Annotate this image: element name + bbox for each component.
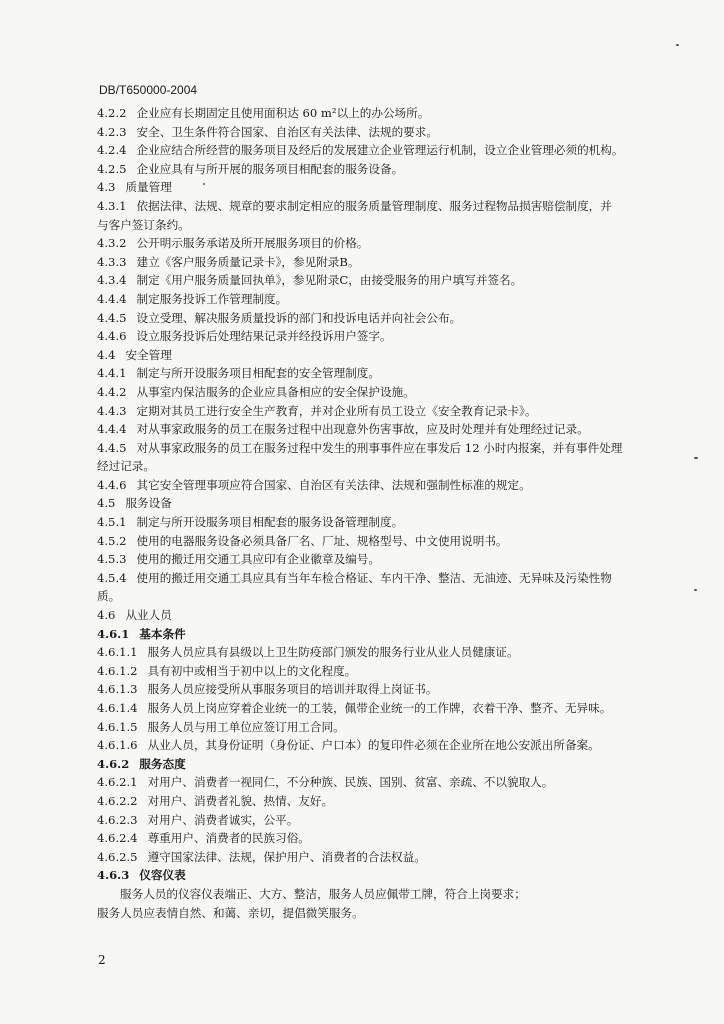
clause-text: 服务态度: [139, 756, 186, 771]
clause-line: [97, 327, 682, 346]
document-id: DB/T650000-2004: [99, 83, 198, 97]
scan-speck: [694, 457, 698, 459]
clause-line: [97, 346, 682, 365]
clause-number: 4.3.2: [97, 236, 127, 251]
clause-line: [97, 811, 682, 830]
clause-text: 安全、卫生条件符合国家、自治区有关法律、法规的要求。: [136, 124, 438, 139]
clause-line: [97, 569, 682, 588]
clause-continuation: [97, 216, 682, 235]
clause-line: [97, 829, 682, 848]
clause-text: 制定与所开设服务项目相配套的安全管理制度。: [136, 366, 380, 381]
clause-text: 其它安全管理事项应符合国家、自治区有关法律、法规和强制性标准的规定。: [136, 477, 531, 492]
clause-number: 4.6.3: [97, 868, 130, 883]
clause-line: [97, 736, 682, 755]
clause-text: 设立服务投诉后处理结果记录并经投诉用户签字。: [136, 329, 392, 344]
clause-text: 对用户、消费者礼貌、热情、友好。: [147, 793, 334, 808]
clause-text: 企业应具有与所开展的服务项目相配套的服务设备。: [136, 161, 404, 176]
clause-number: 4.2.3: [97, 124, 127, 139]
clause-number: 4.4.6: [97, 477, 127, 492]
clause-continuation: [97, 885, 682, 904]
clause-number: 4.6.1.3: [97, 682, 138, 697]
clause-line: [97, 792, 682, 811]
clause-line: [97, 402, 682, 421]
clause-line: [97, 773, 682, 792]
clause-number: 4.6.2.1: [97, 775, 138, 790]
clause-number: 4.3.4: [97, 273, 127, 288]
clause-text: 遵守国家法律、法规，保护用户、消费者的合法权益。: [147, 849, 426, 864]
clause-number: 4.4.5: [97, 310, 127, 325]
clause-text: 对从事家政服务的员工在服务过程中发生的刑事事件应在事发后 12 小时内报案，并有事件处理: [136, 440, 623, 455]
clause-text: 制定服务投诉工作管理制度。: [136, 291, 288, 306]
clause-line: [97, 625, 682, 644]
clause-line: [97, 699, 682, 718]
clause-text: 从业人员: [125, 608, 172, 623]
clause-text: 基本条件: [139, 626, 186, 641]
clause-line: [97, 755, 682, 774]
clause-text: 与客户签订条约。: [97, 217, 190, 232]
clause-text: 经过记录。: [97, 459, 155, 474]
scan-speck: [203, 183, 205, 185]
clause-text: 设立受理、解决服务质量投诉的部门和投诉电话并向社会公布。: [136, 310, 462, 325]
clause-text: 服务人员上岗应穿着企业统一的工装，佩带企业统一的工作牌，衣着干净、整齐、无异味。: [147, 701, 612, 715]
clause-line: [97, 718, 682, 737]
clause-line: [97, 271, 682, 290]
clause-number: 4.4.3: [97, 403, 127, 418]
clause-text: 企业应有长期固定且使用面积达 60 m²以上的办公场所。: [136, 106, 430, 120]
clause-number: 4.6.1: [97, 626, 130, 641]
clause-line: [97, 364, 682, 383]
clause-number: 4.6.1.1: [97, 645, 138, 660]
clause-line: [97, 476, 682, 495]
clause-line: [97, 680, 682, 699]
clause-text: 尊重用户、消费者的民族习俗。: [147, 831, 310, 846]
clause-text: 质。: [97, 589, 121, 604]
clause-text: 从事室内保洁服务的企业应具备相应的安全保护设施。: [136, 384, 415, 399]
clause-number: 4.5.2: [97, 533, 127, 548]
clause-continuation: [97, 587, 682, 606]
clause-text: 服务人员应表情自然、和蔼、亲切，提倡微笑服务。: [97, 905, 364, 920]
clause-text: 使用的电器服务设备必须具备厂名、厂址、规格型号、中文使用说明书。: [136, 533, 508, 548]
clause-text: 使用的搬迁用交通工具应印有企业徽章及编号。: [136, 552, 380, 567]
clause-text: 制定与所开设服务项目相配套的服务设备管理制度。: [136, 515, 404, 530]
clause-text: 对从事家政服务的员工在服务过程中出现意外伤害事故，应及时处理并有处理经过记录。: [136, 422, 589, 437]
clause-line: [97, 513, 682, 532]
clause-number: 4.6.1.4: [97, 701, 138, 715]
clause-number: 4.4.6: [97, 329, 127, 344]
clause-line: [97, 290, 682, 309]
clause-number: 4.3.3: [97, 254, 127, 269]
clause-number: 4.6.2: [97, 756, 130, 771]
clause-continuation: [97, 457, 682, 476]
clause-continuation: [97, 904, 682, 923]
clause-line: [97, 643, 682, 662]
clause-number: 4.5.4: [97, 570, 127, 585]
clause-text: 服务设备: [125, 496, 172, 511]
clause-line: [97, 848, 682, 867]
clause-number: 4.6.1.5: [97, 719, 138, 734]
clause-text: 安全管理: [125, 347, 172, 362]
clause-text: 对用户、消费者诚实，公平。: [147, 812, 299, 827]
clause-text: 公开明示服务承诺及所开展服务项目的价格。: [136, 236, 369, 251]
clause-number: 4.3: [97, 180, 116, 195]
page-number: 2: [98, 953, 106, 967]
scan-speck: [676, 44, 679, 46]
clause-number: 4.5: [97, 496, 116, 511]
clause-text: 建立《客户服务质量记录卡》，参见附录B。: [136, 254, 360, 269]
clause-number: 4.6: [97, 608, 116, 623]
clause-text: 依据法律、法规、规章的要求制定相应的服务质量管理制度、服务过程物品损害赔偿制度，并: [136, 198, 612, 213]
clause-line: [97, 160, 682, 179]
clause-text: 对用户、消费者一视同仁，不分种族、民族、国别、贫富、亲疏、不以貌取人。: [147, 775, 554, 790]
clause-text: 质量管理: [125, 180, 172, 195]
clause-text: 具有初中或相当于初中以上的文化程度。: [147, 663, 357, 678]
clause-line: [97, 123, 682, 142]
clause-line: [97, 253, 682, 272]
clause-line: [97, 178, 682, 197]
clause-number: 4.5.3: [97, 552, 127, 567]
clause-text: 服务人员应接受所从事服务项目的培训并取得上岗证书。: [147, 682, 438, 697]
clause-line: [97, 234, 682, 253]
clause-line: [97, 197, 682, 216]
clause-number: 4.6.2.2: [97, 793, 138, 808]
clause-line: [97, 494, 682, 513]
clause-text: 定期对其员工进行安全生产教育，并对企业所有员工设立《安全教育记录卡》。: [136, 403, 537, 418]
clause-number: 4.6.1.6: [97, 738, 138, 753]
clause-text: 服务人员与用工单位应签订用工合同。: [147, 719, 345, 734]
scan-speck: [694, 589, 697, 591]
clause-number: 4.4.4: [97, 291, 127, 306]
clause-text: 使用的搬迁用交通工具应具有当年车检合格证、车内干净、整洁、无油迹、无异味及污染性物: [136, 570, 612, 585]
clause-text: 仪容仪表: [139, 868, 186, 883]
clause-number: 4.4.4: [97, 422, 127, 437]
clause-text: 制定《用户服务质量回执单》，参见附录C，由接受服务的用户填写并签名。: [136, 273, 523, 288]
document-body: [97, 104, 682, 922]
clause-number: 4.6.2.4: [97, 831, 138, 846]
clause-number: 4.4.5: [97, 440, 127, 455]
clause-line: [97, 309, 682, 328]
clause-line: [97, 420, 682, 439]
clause-text: 服务人员的仪容仪表端正、大方、整洁，服务人员应佩带工牌，符合上岗要求；: [120, 886, 526, 901]
clause-number: 4.6.2.5: [97, 849, 138, 864]
clause-number: 4.4: [97, 347, 116, 362]
clause-line: [97, 104, 682, 123]
clause-number: 4.4.1: [97, 366, 127, 381]
clause-line: [97, 532, 682, 551]
clause-number: 4.6.1.2: [97, 663, 138, 678]
clause-number: 4.2.5: [97, 161, 127, 176]
clause-number: 4.3.1: [97, 198, 127, 213]
clause-number: 4.5.1: [97, 515, 127, 530]
clause-number: 4.2.2: [97, 106, 127, 120]
clause-number: 4.4.2: [97, 384, 127, 399]
clause-line: [97, 606, 682, 625]
clause-text: 服务人员应具有县级以上卫生防疫部门颁发的服务行业从业人员健康证。: [147, 645, 519, 660]
clause-line: [97, 439, 682, 458]
clause-line: [97, 550, 682, 569]
clause-line: [97, 383, 682, 402]
clause-line: [97, 866, 682, 885]
clause-number: 4.6.2.3: [97, 812, 138, 827]
clause-line: [97, 662, 682, 681]
clause-text: 从业人员，其身份证明（身份证、户口本）的复印件必须在企业所在地公安派出所备案。: [147, 738, 600, 753]
clause-number: 4.2.4: [97, 143, 127, 158]
clause-text: 企业应结合所经营的服务项目及经后的发展建立企业管理运行机制，设立企业管理必须的机构。: [136, 143, 624, 158]
clause-line: [97, 141, 682, 160]
